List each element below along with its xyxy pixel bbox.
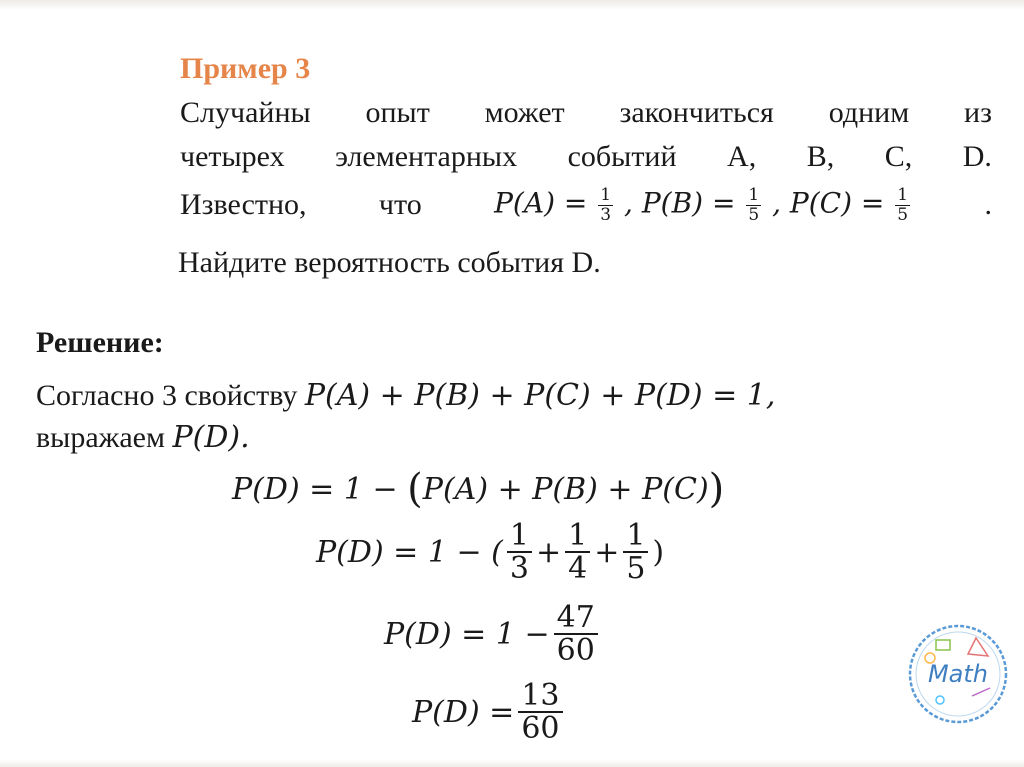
fraction <box>518 677 562 746</box>
numerator: 13 <box>518 680 562 714</box>
pb-fraction <box>746 186 761 224</box>
denominator: 5 <box>748 204 760 225</box>
sentence-end: . <box>984 188 992 222</box>
lhs: P(D) = 1 − ( <box>316 534 503 570</box>
plus: + <box>535 534 562 570</box>
word: одним <box>828 96 910 129</box>
numerator: 47 <box>554 602 598 636</box>
word: C, <box>884 140 913 173</box>
problem-title: Пример 3 <box>180 52 311 85</box>
lhs: P(D) = 1 − <box>384 616 550 652</box>
word: D. <box>962 140 992 173</box>
pb-label: , P(B) = <box>624 186 736 220</box>
word: может <box>484 96 565 129</box>
numerator: 1 <box>565 520 590 554</box>
pc-label: , P(C) = <box>772 186 885 220</box>
fraction <box>623 517 648 586</box>
equation-step-4 <box>412 672 567 752</box>
math-badge-icon <box>906 622 1010 726</box>
equation-step-1 <box>232 462 724 516</box>
denominator: 3 <box>600 204 612 225</box>
word: из <box>964 96 992 129</box>
word: элементарных <box>335 140 518 173</box>
pa-fraction <box>598 186 613 224</box>
solution-line-2 <box>36 420 250 455</box>
denominator: 5 <box>626 551 646 586</box>
numerator: 1 <box>600 185 612 205</box>
numerator: 1 <box>507 520 532 554</box>
lhs: P(D) = 1 − <box>232 471 398 507</box>
solution-line-1 <box>36 378 775 413</box>
logo-text: Math <box>927 660 989 688</box>
solution-heading: Решение: <box>36 326 164 359</box>
problem-line-1 <box>180 96 992 130</box>
equation-step-3 <box>384 594 602 674</box>
close-paren: ) <box>708 466 725 512</box>
pa-label: P(A) = <box>494 186 588 220</box>
word: B, <box>806 140 835 173</box>
word: Известно, <box>180 188 307 222</box>
numerator: 1 <box>623 520 648 554</box>
denominator: 5 <box>897 204 909 225</box>
slide-bottom-border <box>0 759 1024 767</box>
word: четырех <box>180 140 285 173</box>
fraction <box>507 517 532 586</box>
equation-step-2 <box>316 512 664 592</box>
numerator: 1 <box>748 185 760 205</box>
target-formula: P(D). <box>172 420 250 455</box>
word: A, <box>727 140 757 173</box>
word: опыт <box>365 96 430 129</box>
fraction <box>565 517 590 586</box>
plus: + <box>594 534 620 570</box>
solution-text: выражаем <box>36 421 165 454</box>
solution-text: Согласно 3 свойству <box>36 379 298 412</box>
denominator: 60 <box>556 633 595 668</box>
slide-top-border <box>0 0 1024 10</box>
lhs: P(D) = <box>412 694 515 730</box>
word: что <box>378 188 422 222</box>
problem-line-3 <box>180 186 992 224</box>
problem-line-4: Найдите вероятность события D. <box>178 246 601 279</box>
denominator: 60 <box>521 711 560 746</box>
word: событий <box>567 140 677 173</box>
open-paren: ( <box>407 466 423 512</box>
problem-line-2 <box>180 140 992 174</box>
close-paren: ) <box>652 534 665 570</box>
word: Случайны <box>180 96 311 129</box>
given-probabilities <box>494 186 912 224</box>
denominator: 3 <box>509 551 529 586</box>
numerator: 1 <box>897 185 909 205</box>
inner-sum: P(A) + P(B) + P(C) <box>422 471 709 507</box>
denominator: 4 <box>568 551 588 586</box>
fraction <box>554 599 598 668</box>
pc-fraction <box>895 186 910 224</box>
sum-property-formula: P(A) + P(B) + P(C) + P(D) = 1, <box>304 378 776 413</box>
word: закончиться <box>619 96 774 129</box>
